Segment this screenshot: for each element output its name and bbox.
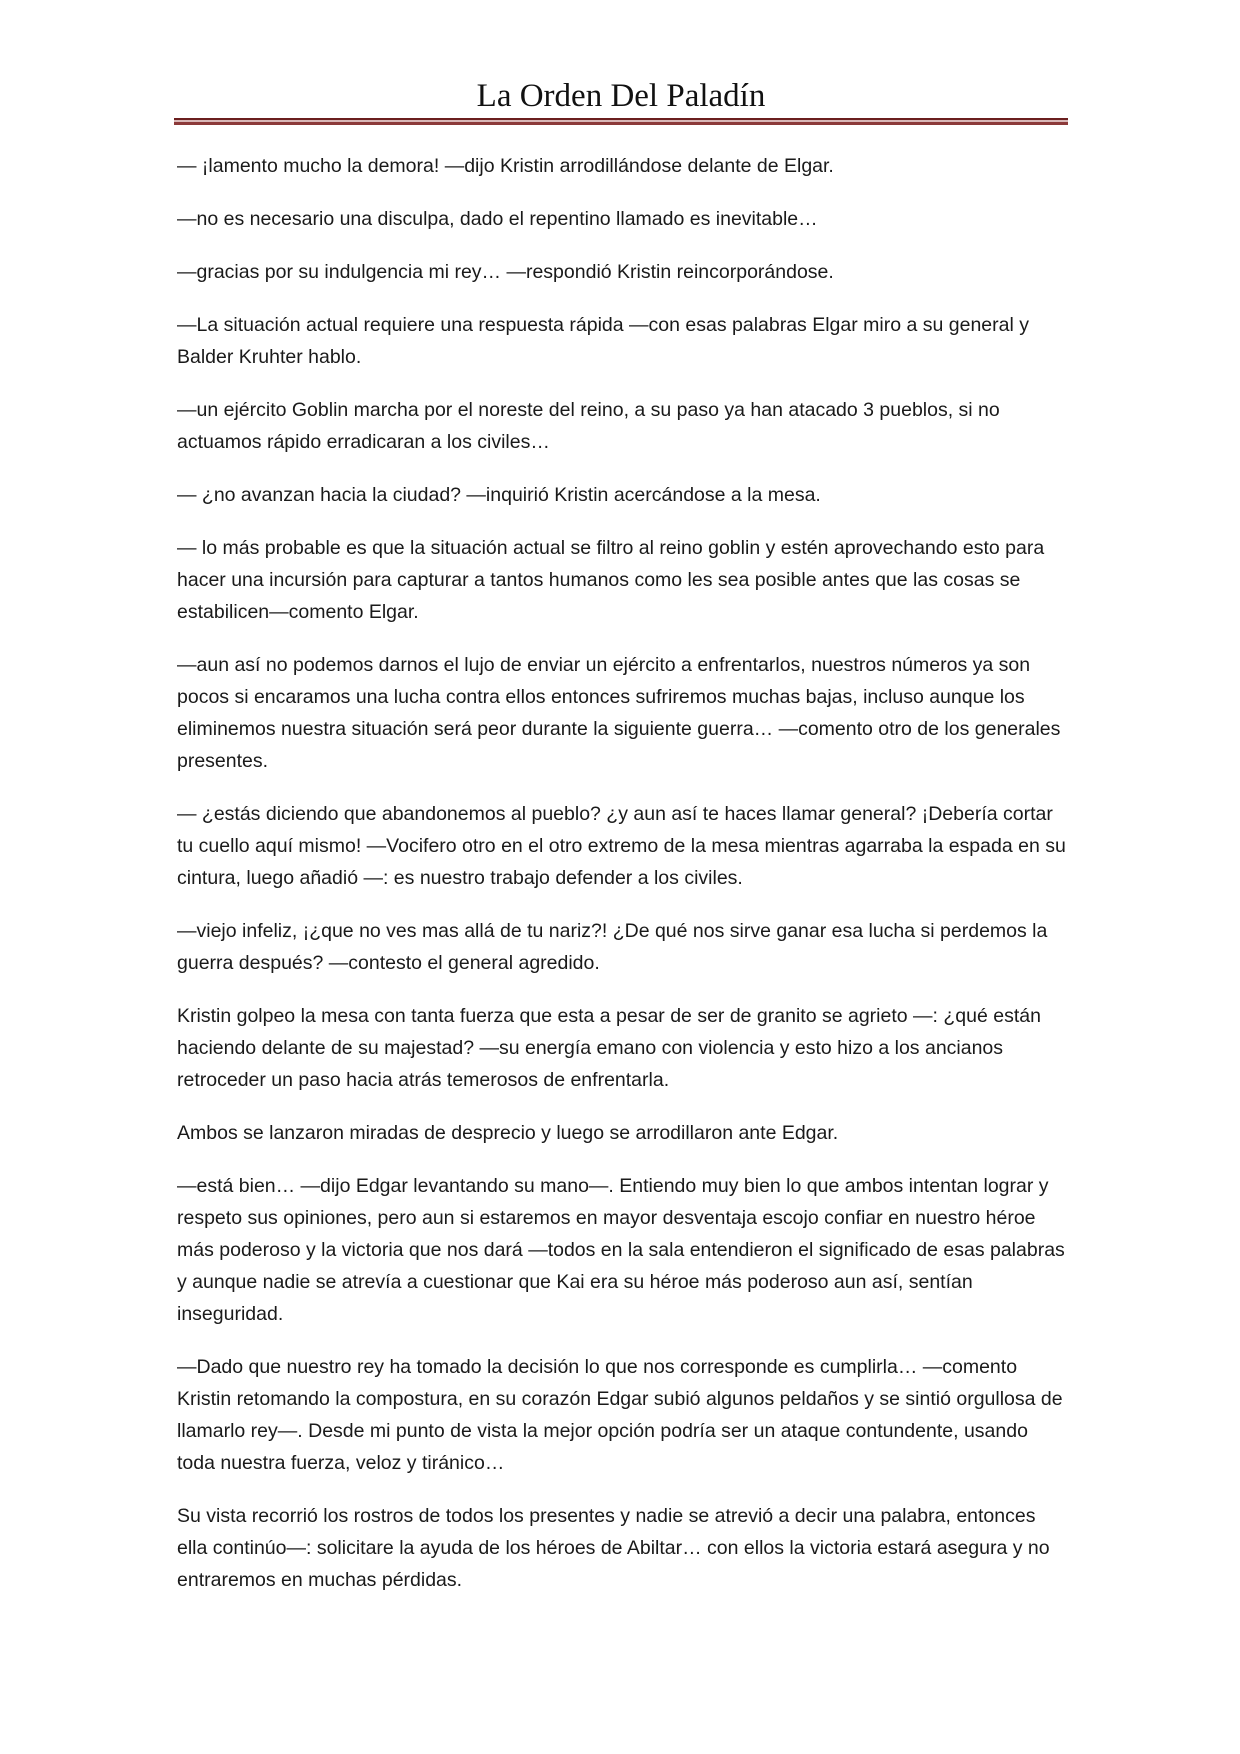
paragraph: —no es necesario una disculpa, dado el repentino llamado es inevitable…	[177, 208, 818, 230]
paragraph: —La situación actual requiere una respuesta rápida —con esas palabras Elgar miro a su general y Balder Kruhter hablo.	[177, 314, 1029, 368]
paragraph: Su vista recorrió los rostros de todos los presentes y nadie se atrevió a decir una palabra, entonces ella continúo—: solicitare la ayuda de los héroes de Abiltar… con ellos la victoria estará asegura y no entraremos en muchas pérdidas.	[177, 1505, 1050, 1591]
paragraph: — ¡lamento mucho la demora! —dijo Kristin arrodillándose delante de Elgar.	[177, 155, 834, 177]
page-title: La Orden Del Paladín	[476, 78, 766, 114]
paragraph: Ambos se lanzaron miradas de desprecio y luego se arrodillaron ante Edgar.	[177, 1122, 839, 1144]
paragraph: —está bien… —dijo Edgar levantando su mano—. Entiendo muy bien lo que ambos intentan lograr y respeto sus opiniones, pero aun si estaremos en mayor desventaja escojo confiar en nuestro héroe más poderoso y la victoria que nos dará —todos en la sala entendieron el significado de esas palabras y aunque nadie se atrevía a cuestionar que Kai era su héroe más poderoso aun así, sentían inseguridad.	[177, 1175, 1065, 1325]
paragraph: Kristin golpeo la mesa con tanta fuerza que esta a pesar de ser de granito se agrieto —: ¿qué están haciendo delante de su majestad? —su energía emano con violencia y esto hizo a los ancianos retroceder un paso hacia atrás temerosos de enfrentarla.	[177, 1005, 1041, 1091]
paragraph: —Dado que nuestro rey ha tomado la decisión lo que nos corresponde es cumplirla… —comento Kristin retomando la compostura, en su corazón Edgar subió algunos peldaños y se sintió orgullosa de llamarlo rey—. Desde mi punto de vista la mejor opción podría ser un ataque contundente, usando toda nuestra fuerza, veloz y tiránico…	[177, 1356, 1063, 1474]
page-header	[174, 70, 1068, 122]
paragraph: —viejo infeliz, ¡¿que no ves mas allá de tu nariz?! ¿De qué nos sirve ganar esa lucha si perdemos la guerra después? —contesto el general agredido.	[177, 920, 1048, 974]
paragraph: — ¿estás diciendo que abandonemos al pueblo? ¿y aun así te haces llamar general? ¡Debería cortar tu cuello aquí mismo! —Vocifero otro en el otro extremo de la mesa mientras agarraba la espada en su cintura, luego añadió —: es nuestro trabajo defender a los civiles.	[177, 803, 1066, 889]
paragraph: —aun así no podemos darnos el lujo de enviar un ejército a enfrentarlos, nuestros números ya son pocos si encaramos una lucha contra ellos entonces sufriremos muchas bajas, incluso aunque los eliminemos nuestra situación será peor durante la siguiente guerra… —comento otro de los generales presentes.	[177, 654, 1061, 772]
header-rule	[174, 118, 1068, 125]
paragraph: —un ejército Goblin marcha por el noreste del reino, a su paso ya han atacado 3 pueblos, si no actuamos rápido erradicaran a los civiles…	[177, 399, 1000, 453]
paragraph: —gracias por su indulgencia mi rey… —respondió Kristin reincorporándose.	[177, 261, 834, 283]
paragraph: — ¿no avanzan hacia la ciudad? —inquirió Kristin acercándose a la mesa.	[177, 484, 821, 506]
body-text	[177, 150, 1067, 1617]
paragraph: — lo más probable es que la situación actual se filtro al reino goblin y estén aprovechando esto para hacer una incursión para capturar a tantos humanos como les sea posible antes que las cosas se estabilicen—comento Elgar.	[177, 537, 1045, 623]
